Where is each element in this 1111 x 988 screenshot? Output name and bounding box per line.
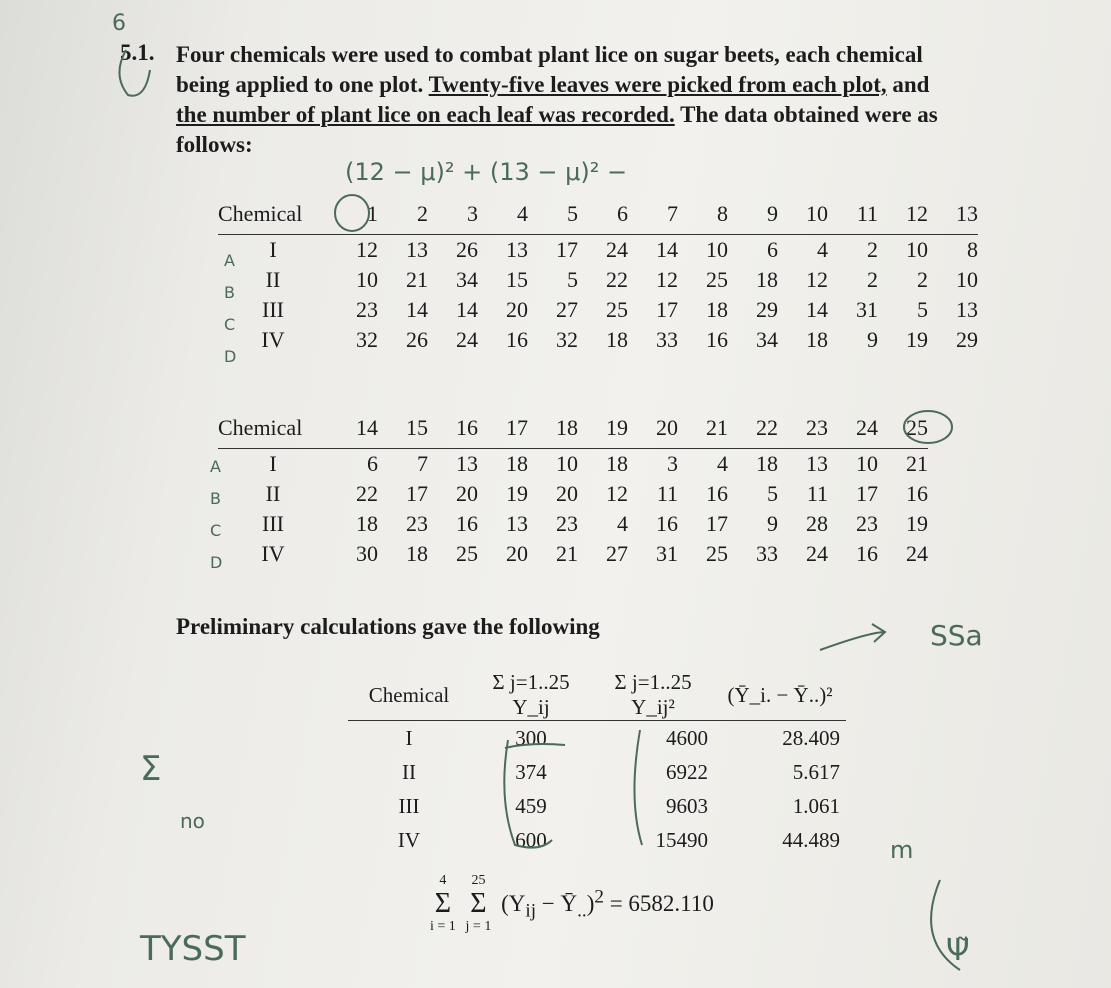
table-cell: 16: [456, 511, 478, 536]
table-cell: 16: [506, 327, 528, 352]
table-cell: 10: [706, 237, 728, 262]
table-cell: 23: [406, 511, 428, 536]
column-header: 3: [428, 194, 478, 235]
table-row: [218, 539, 928, 569]
table-cell: 12: [806, 267, 828, 292]
calc-sumsq-cell: 15490: [655, 827, 708, 852]
formula-result: = 6582.110: [603, 890, 714, 916]
column-header: 23: [778, 408, 828, 449]
table-cell: 17: [856, 481, 878, 506]
column-header: 9: [728, 194, 778, 235]
table-row: [218, 325, 978, 355]
row-label: I: [269, 237, 277, 262]
table-cell: 32: [556, 327, 578, 352]
table-cell: 2: [917, 267, 928, 292]
problem-line-3a: the number of plant lice on each leaf was recorded.: [176, 102, 675, 127]
table-cell: 27: [556, 297, 578, 322]
table-cell: 13: [806, 451, 828, 476]
calc-header-deviation: (Ȳ_i. − Ȳ..)²: [714, 670, 846, 721]
ssa-arrow: [820, 624, 885, 650]
table-row: [218, 265, 978, 295]
column-header: 21: [678, 408, 728, 449]
table-cell: 33: [656, 327, 678, 352]
right-margin-curve: [931, 880, 960, 970]
table-header-chemical: Chemical: [218, 194, 328, 235]
column-header: 20: [628, 408, 678, 449]
outer-sum-lower: i = 1: [430, 919, 456, 934]
calc-sumsq-cell: 4600: [666, 725, 708, 750]
table-cell: 16: [656, 511, 678, 536]
table-cell: 9: [767, 511, 778, 536]
column-header: 22: [728, 408, 778, 449]
table-cell: 10: [356, 267, 378, 292]
table-cell: 7: [417, 451, 428, 476]
table-cell: 12: [606, 481, 628, 506]
table-cell: 29: [956, 327, 978, 352]
calc-sum-cell: 374: [515, 759, 547, 784]
calc-header-sum: Σ j=1..25 Y_ij: [470, 670, 592, 721]
table-cell: 8: [967, 237, 978, 262]
table-cell: 23: [856, 511, 878, 536]
column-header: 16: [428, 408, 478, 449]
right-margin-note: Ψ̃: [946, 933, 970, 968]
table-cell: 2: [867, 237, 878, 262]
column-header: 10: [778, 194, 828, 235]
problem-number: 5.1.: [120, 40, 155, 65]
table-cell: 6: [367, 451, 378, 476]
problem-text: [176, 40, 1040, 160]
table-cell: 18: [506, 451, 528, 476]
column-header: 1: [328, 194, 378, 235]
table-row: [348, 823, 846, 857]
table-cell: 28: [806, 511, 828, 536]
table-cell: 18: [756, 451, 778, 476]
table-cell: 25: [456, 541, 478, 566]
table-row: [218, 479, 928, 509]
table-cell: 34: [756, 327, 778, 352]
no-note: no: [180, 809, 205, 833]
table-row: [348, 721, 846, 756]
table-cell: 2: [867, 267, 878, 292]
total-sum-of-squares-formula: [430, 874, 714, 934]
table-cell: 20: [506, 541, 528, 566]
table-cell: 30: [356, 541, 378, 566]
table-cell: 14: [806, 297, 828, 322]
row-label: III: [262, 297, 284, 322]
table-cell: 33: [756, 541, 778, 566]
column-header: 6: [578, 194, 628, 235]
column-header: 14: [328, 408, 378, 449]
calc-deviation-cell: 1.061: [792, 793, 840, 818]
table-cell: 4: [817, 237, 828, 262]
table-cell: 19: [506, 481, 528, 506]
preliminary-text: Preliminary calculations gave the following: [176, 614, 600, 639]
m-note: m: [890, 836, 914, 864]
table-cell: 18: [706, 297, 728, 322]
table-cell: 9: [867, 327, 878, 352]
table-cell: 18: [406, 541, 428, 566]
column-header: 2: [378, 194, 428, 235]
table-row: [348, 789, 846, 823]
row-letter-c: C: [224, 315, 236, 334]
outer-sum: 4 Σ i = 1: [430, 873, 456, 934]
row-label: IV: [261, 327, 285, 352]
column-header: 17: [478, 408, 528, 449]
column-header: 18: [528, 408, 578, 449]
calc-deviation-cell: 5.617: [792, 759, 840, 784]
calc-sum-cell: 600: [515, 827, 547, 852]
outer-sum-upper: 4: [439, 873, 447, 888]
table-cell: 19: [906, 511, 928, 536]
column-header: 25: [878, 408, 928, 449]
column-header: 13: [928, 194, 978, 235]
table-cell: 22: [606, 267, 628, 292]
table-cell: 20: [506, 297, 528, 322]
table-cell: 4: [717, 451, 728, 476]
table-cell: 23: [556, 511, 578, 536]
table-cell: 26: [456, 237, 478, 262]
calc-row-label: I: [405, 725, 413, 750]
problem-line-1: Four chemicals were used to combat plant lice on sugar beets, each chemical: [176, 42, 923, 67]
row-letter-a-2: A: [210, 457, 221, 476]
table-cell: 13: [956, 297, 978, 322]
table-cell: 15: [506, 267, 528, 292]
column-header: 19: [578, 408, 628, 449]
table-cell: 29: [756, 297, 778, 322]
row-label: III: [262, 511, 284, 536]
sst-note: TYSST: [140, 929, 246, 969]
row-letter-d: D: [224, 347, 237, 366]
table-cell: 24: [606, 237, 628, 262]
calc-deviation-cell: 44.489: [782, 827, 840, 852]
table-cell: 11: [656, 481, 678, 506]
row-letter-b-2: B: [210, 489, 221, 508]
table-cell: 23: [356, 297, 378, 322]
table-cell: 32: [356, 327, 378, 352]
table-cell: 17: [656, 297, 678, 322]
table-cell: 31: [656, 541, 678, 566]
problem-line-4: follows:: [176, 132, 253, 157]
table-cell: 18: [606, 327, 628, 352]
problem-statement: [120, 40, 1040, 160]
preliminary-calculations-table: [348, 670, 846, 857]
table-cell: 5: [917, 297, 928, 322]
column-header: 5: [528, 194, 578, 235]
problem-line-2b: Twenty-five leaves were picked from each plot,: [428, 72, 887, 97]
row-letter-c-2: C: [210, 521, 222, 540]
table-cell: 10: [956, 267, 978, 292]
row-letter-b: B: [224, 283, 235, 302]
table-cell: 10: [906, 237, 928, 262]
data-table-2: [218, 408, 928, 569]
table-cell: 16: [906, 481, 928, 506]
calc-row-label: III: [398, 793, 420, 818]
problem-line-3b: The data obtained were as: [680, 102, 938, 127]
table-row: [348, 755, 846, 789]
column-header: 7: [628, 194, 678, 235]
column-header: 12: [878, 194, 928, 235]
table-cell: 21: [406, 267, 428, 292]
calc-sum-cell: 300: [515, 725, 547, 750]
table-cell: 25: [706, 541, 728, 566]
table-cell: 27: [606, 541, 628, 566]
calc-sum-cell: 459: [515, 793, 547, 818]
table-cell: 20: [456, 481, 478, 506]
table-row: [218, 509, 928, 539]
table-cell: 5: [567, 267, 578, 292]
table-cell: 10: [556, 451, 578, 476]
table-cell: 12: [356, 237, 378, 262]
table-cell: 14: [456, 297, 478, 322]
table-cell: 17: [406, 481, 428, 506]
table-cell: 19: [906, 327, 928, 352]
formula-body: ($Y_{ij}$ − $Ȳ_{..})^2 = 6582.110$: [501, 885, 714, 922]
table-cell: 18: [606, 451, 628, 476]
table-row: [218, 235, 978, 266]
row-label: I: [269, 451, 277, 476]
table-cell: 18: [356, 511, 378, 536]
inner-sum-lower: j = 1: [465, 919, 492, 934]
table-cell: 25: [706, 267, 728, 292]
row-label: II: [265, 267, 281, 292]
inner-sum-upper: 25: [471, 873, 486, 888]
row-label: II: [265, 481, 281, 506]
table-cell: 12: [656, 267, 678, 292]
column-header: 4: [478, 194, 528, 235]
table-cell: 18: [806, 327, 828, 352]
table-cell: 17: [556, 237, 578, 262]
column-header: 8: [678, 194, 728, 235]
table-header-chemical: Chemical: [218, 408, 328, 449]
top-six-note: 6: [112, 11, 126, 36]
calc-row-label: IV: [397, 827, 421, 852]
table-row: [218, 295, 978, 325]
row-letter-a: A: [224, 251, 235, 270]
table-cell: 5: [767, 481, 778, 506]
table-cell: 24: [456, 327, 478, 352]
calc-deviation-cell: 28.409: [782, 725, 840, 750]
table-cell: 14: [406, 297, 428, 322]
table-cell: 13: [406, 237, 428, 262]
table-cell: 25: [606, 297, 628, 322]
data-table-1: [218, 194, 978, 355]
expansion-note: (12 − μ)² + (13 − μ)² −: [345, 158, 628, 186]
calc-header-sumsq: Σ j=1..25 Y_ij²: [592, 670, 714, 721]
column-header: 11: [828, 194, 878, 235]
table-cell: 21: [906, 451, 928, 476]
table-cell: 11: [806, 481, 828, 506]
table-cell: 13: [456, 451, 478, 476]
table-cell: 17: [706, 511, 728, 536]
table-cell: 4: [617, 511, 628, 536]
problem-line-2a: being applied to one plot.: [176, 72, 424, 97]
column-header: 24: [828, 408, 878, 449]
row-letter-d-2: D: [210, 553, 223, 572]
table-cell: 22: [356, 481, 378, 506]
table-cell: 3: [667, 451, 678, 476]
table-cell: 10: [856, 451, 878, 476]
table-cell: 24: [906, 541, 928, 566]
table-cell: 31: [856, 297, 878, 322]
table-cell: 14: [656, 237, 678, 262]
table-row: [218, 449, 928, 480]
calc-sumsq-cell: 9603: [666, 793, 708, 818]
table-cell: 20: [556, 481, 578, 506]
table-cell: 21: [556, 541, 578, 566]
ssa-note: SSa: [930, 619, 983, 652]
table-cell: 18: [756, 267, 778, 292]
table-cell: 16: [856, 541, 878, 566]
row-label: IV: [261, 541, 285, 566]
sigma-note: Σ: [140, 749, 162, 789]
table-cell: 34: [456, 267, 478, 292]
table-cell: 6: [767, 237, 778, 262]
column-header: 15: [378, 408, 428, 449]
table-cell: 26: [406, 327, 428, 352]
table-cell: 24: [806, 541, 828, 566]
table-cell: 13: [506, 511, 528, 536]
calc-sumsq-cell: 6922: [666, 759, 708, 784]
calc-header-chemical: Chemical: [348, 670, 470, 721]
problem-line-2c: and: [892, 72, 930, 97]
calc-row-label: II: [402, 759, 416, 784]
table-cell: 16: [706, 327, 728, 352]
table-cell: 16: [706, 481, 728, 506]
inner-sum: 25 Σ j = 1: [465, 873, 492, 934]
table-cell: 13: [506, 237, 528, 262]
